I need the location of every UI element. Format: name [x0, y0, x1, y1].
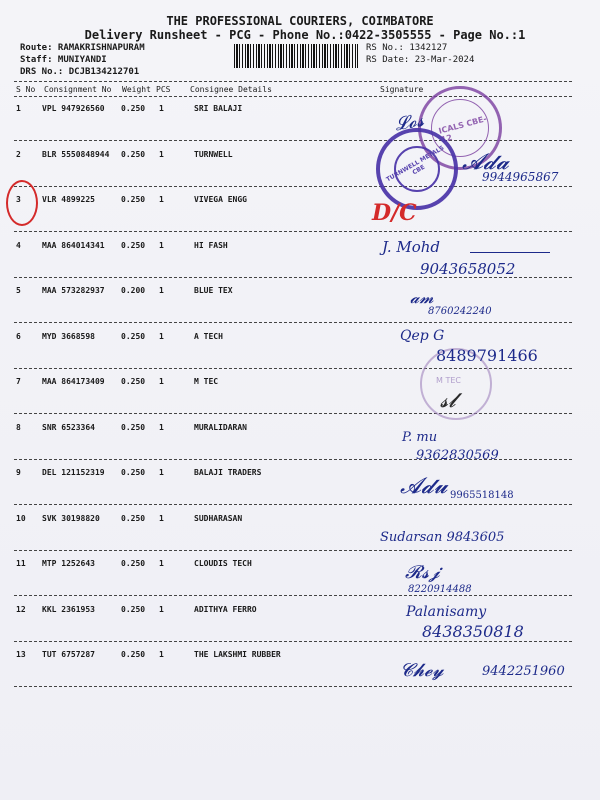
row-divider [14, 413, 572, 414]
signature-9-phone: 9965518148 [450, 490, 514, 501]
cell-sno: 9 [16, 468, 21, 477]
rs-number: RS No.: 1342127 [366, 43, 448, 53]
signature-5-phone: 8760242240 [428, 306, 492, 317]
turnwell-stamp [376, 128, 458, 210]
signature-10: Sudarsan 9843605 [380, 530, 505, 545]
cell-consignee: SUDHARASAN [194, 514, 243, 523]
row-divider [14, 504, 572, 505]
red-circle-mark [6, 180, 38, 226]
cell-consignee: A TECH [194, 332, 223, 341]
cell-pcs: 1 [159, 468, 164, 477]
cell-weight: 0.250 [121, 559, 146, 568]
cell-pcs: 1 [159, 332, 164, 341]
signature-8-phone: 9362830569 [416, 448, 499, 463]
row-divider [14, 231, 572, 232]
cell-sno: 5 [16, 286, 21, 295]
row-divider [14, 641, 572, 642]
row-divider [14, 686, 572, 687]
cell-pcs: 1 [159, 286, 164, 295]
signature-3: D/C [372, 200, 417, 226]
stamp-text: M TEC [436, 376, 461, 385]
cell-consignee: BLUE TEX [194, 286, 233, 295]
cell-weight: 0.250 [121, 150, 146, 159]
cell-sno: 7 [16, 377, 21, 386]
cell-pcs: 1 [159, 377, 164, 386]
cell-consignment: DEL 121152319 [42, 468, 105, 477]
signature-12-phone: 8438350818 [422, 622, 524, 641]
signature-1: 𝓛𝓸𝓼 [393, 109, 426, 136]
stamp-text: TURNWELL METALS CBE [385, 144, 446, 184]
cell-consignment: MAA 864173409 [42, 377, 105, 386]
cell-consignment: MYD 3668598 [42, 332, 95, 341]
cell-consignment: VPL 947926560 [42, 104, 105, 113]
cell-consignee: BALAJI TRADERS [194, 468, 262, 477]
cell-pcs: 1 [159, 150, 164, 159]
stamp-text: ICALS CBE-12 [437, 114, 488, 145]
cell-consignment: TUT 6757287 [42, 650, 95, 659]
cell-consignee: MURALIDARAN [194, 423, 247, 432]
header-divider-top [14, 81, 572, 82]
cell-weight: 0.250 [121, 605, 146, 614]
signature-12-name: Palanisamy [406, 604, 487, 620]
signature-4-name: J. Mohd [382, 238, 441, 256]
cell-pcs: 1 [159, 559, 164, 568]
drs-number: DRS No.: DCJB134212701 [20, 67, 140, 77]
cell-weight: 0.250 [121, 332, 146, 341]
cell-pcs: 1 [159, 195, 164, 204]
staff-label: Staff: MUNIYANDI [20, 55, 107, 65]
signature-11-phone: 8220914488 [408, 584, 472, 595]
signature-7: 𝓼𝓵 [440, 388, 456, 412]
cell-weight: 0.250 [121, 514, 146, 523]
signature-2: 𝓐𝓭𝓪 [462, 150, 509, 175]
cell-consignee: CLOUDIS TECH [194, 559, 252, 568]
col-consignee: Consignee Details [190, 85, 272, 94]
cell-weight: 0.250 [121, 241, 146, 250]
cell-consignee: SRI BALAJI [194, 104, 243, 113]
cell-sno: 4 [16, 241, 21, 250]
cell-sno: 2 [16, 150, 21, 159]
signature-11: 𝓡𝓼𝓳 [405, 562, 440, 583]
cell-pcs: 1 [159, 650, 164, 659]
cell-sno: 8 [16, 423, 21, 432]
cell-consignment: SNR 6523364 [42, 423, 95, 432]
cell-consignment: VLR 4899225 [42, 195, 95, 204]
cell-consignment: MTP 1252643 [42, 559, 95, 568]
cell-consignment: KKL 2361953 [42, 605, 95, 614]
cell-consignment: MAA 573282937 [42, 286, 105, 295]
cell-consignee: TURNWELL [194, 150, 233, 159]
cell-weight: 0.200 [121, 286, 146, 295]
signature-6-phone: 8489791466 [436, 346, 538, 365]
cell-sno: 10 [16, 514, 26, 523]
cell-pcs: 1 [159, 514, 164, 523]
cell-pcs: 1 [159, 241, 164, 250]
row-divider [14, 550, 572, 551]
signature-5: 𝓪𝓶 [410, 288, 434, 307]
rs-date: RS Date: 23-Mar-2024 [366, 55, 475, 65]
col-signature: Signature [380, 85, 424, 94]
col-sno: S No [16, 85, 36, 94]
row-divider [14, 186, 572, 187]
cell-pcs: 1 [159, 423, 164, 432]
signature-4-phone: 9043658052 [420, 260, 516, 278]
cell-weight: 0.250 [121, 104, 146, 113]
barcode [234, 44, 358, 68]
cell-consignee: ADITHYA FERRO [194, 605, 257, 614]
signature-9: 𝓐𝓭𝓾 [400, 474, 448, 499]
cell-weight: 0.250 [121, 650, 146, 659]
signature-13-phone: 9442251960 [482, 664, 565, 679]
cell-consignment: SVK 30198820 [42, 514, 100, 523]
cell-sno: 12 [16, 605, 26, 614]
row-divider [14, 595, 572, 596]
cell-sno: 13 [16, 650, 26, 659]
cell-sno: 11 [16, 559, 26, 568]
cell-pcs: 1 [159, 104, 164, 113]
route-label: Route: RAMAKRISHNAPURAM [20, 43, 145, 53]
cell-consignee: M TEC [194, 377, 219, 386]
col-weight: Weight [122, 85, 151, 94]
document-title: THE PROFESSIONAL COURIERS, COIMBATORE [166, 14, 434, 28]
cell-weight: 0.250 [121, 423, 146, 432]
signature-13: 𝓒𝓱𝓮𝔂 [400, 660, 444, 681]
cell-sno: 6 [16, 332, 21, 341]
signature-2-phone: 9944965867 [482, 170, 559, 184]
cell-sno: 1 [16, 104, 21, 113]
cell-weight: 0.250 [121, 377, 146, 386]
cell-sno: 3 [16, 195, 21, 204]
signature-8-name: P. mu [402, 430, 438, 445]
cell-consignee: THE LAKSHMI RUBBER [194, 650, 281, 659]
cell-consignment: MAA 864014341 [42, 241, 105, 250]
col-consignment: Consignment No [44, 85, 112, 94]
cell-weight: 0.250 [121, 468, 146, 477]
cell-weight: 0.250 [121, 195, 146, 204]
row-divider [14, 322, 572, 323]
document-subtitle: Delivery Runsheet - PCG - Phone No.:0422-3505555 - Page No.:1 [84, 28, 526, 42]
cell-consignee: HI FASH [194, 241, 228, 250]
col-pcs: PCS [156, 85, 171, 94]
cell-consignment: BLR 5550848944 [42, 150, 110, 159]
signature-6-name: Qep G [400, 328, 445, 344]
signature-4-underline [470, 252, 550, 253]
cell-pcs: 1 [159, 605, 164, 614]
cell-consignee: VIVEGA ENGG [194, 195, 247, 204]
